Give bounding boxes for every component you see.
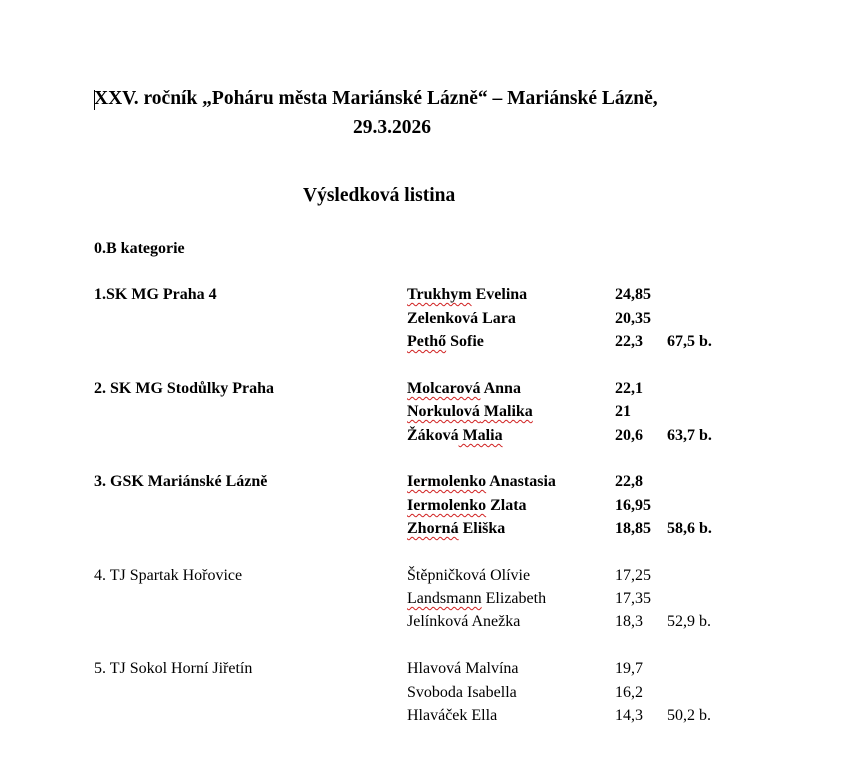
member-firstname: Olívie [486,567,531,584]
member-score: 20,35 [615,310,651,327]
team-name: 3. GSK Mariánské Lázně [94,473,268,490]
member-firstname: Evelina [471,286,528,303]
member-name [407,613,520,631]
member-score: 17,25 [615,567,651,584]
member-name [407,660,519,678]
member-surname: Iermolenko [407,497,487,514]
member-firstname: Malvína [461,660,519,677]
member-score: 20,6 [615,427,643,444]
member-name [407,473,556,491]
member-firstname: Zlata [486,497,527,514]
member-score: 24,85 [615,286,651,303]
member-score: 22,3 [615,333,643,350]
member-score: 16,95 [615,497,651,514]
team-name: 4. TJ Spartak Hořovice [94,567,243,584]
member-firstname: Malia [458,427,503,444]
member-score: 16,2 [615,684,643,701]
member-firstname: Anna [480,380,521,397]
team-total: 50,2 b. [667,707,711,724]
document-date: 29.3.2026 [353,117,431,138]
team-total: 63,7 b. [667,427,712,444]
member-surname: Jelínková [407,613,469,630]
member-score: 18,85 [615,520,651,537]
member-surname: Žáková [407,427,459,444]
member-surname: Landsmann [407,590,482,607]
member-firstname: Isabella [463,684,517,701]
member-firstname: Lara [478,310,516,327]
member-surname: Hlaváček [407,707,468,724]
member-name [407,403,533,421]
team-name: 2. SK MG Stodůlky Praha [94,380,275,397]
member-name [407,286,527,304]
member-name [407,520,505,538]
member-score: 18,3 [615,613,643,630]
member-firstname: Sofie [446,333,484,350]
member-surname: Zhorná [407,520,459,537]
member-name [407,380,521,398]
member-score: 14,3 [615,707,643,724]
team-name: 1.SK MG Praha 4 [94,286,217,303]
team-total: 52,9 b. [667,613,711,630]
member-name [407,707,497,725]
member-surname: Norkulová [407,403,480,420]
member-surname: Molcarová [407,380,481,397]
member-name [407,497,527,515]
member-score: 22,8 [615,473,643,490]
member-name [407,590,546,608]
member-firstname: Eliška [458,520,506,537]
team-total: 67,5 b. [667,333,712,350]
member-firstname: Malika [479,403,533,420]
member-surname: Trukhym [407,286,472,303]
member-firstname: Anastasia [486,473,556,490]
member-name [407,310,516,328]
member-score: 19,7 [615,660,643,677]
member-name [407,684,517,702]
member-firstname: Ella [467,707,498,724]
member-score: 17,35 [615,590,651,607]
results-heading: Výsledková listina [303,185,456,206]
document-title: XXV. ročník „Poháru města Mariánské Lázně“ – Mariánské Lázně, [94,88,658,109]
team-total: 58,6 b. [667,520,712,537]
member-surname: Hlavová [407,660,462,677]
category-label: 0.B kategorie [94,240,185,257]
member-name [407,567,530,585]
member-name [407,427,503,445]
member-firstname: Elizabeth [481,590,547,607]
team-name: 5. TJ Sokol Horní Jiřetín [94,660,253,677]
member-name [407,333,484,351]
member-score: 22,1 [615,380,643,397]
member-surname: Iermolenko [407,473,487,490]
member-score: 21 [615,403,631,420]
member-surname: Pethő [407,333,447,350]
member-firstname: Anežka [468,613,521,630]
member-surname: Svoboda [407,684,463,701]
member-surname: Zelenková [407,310,479,327]
member-surname: Štěpničková [407,567,487,584]
